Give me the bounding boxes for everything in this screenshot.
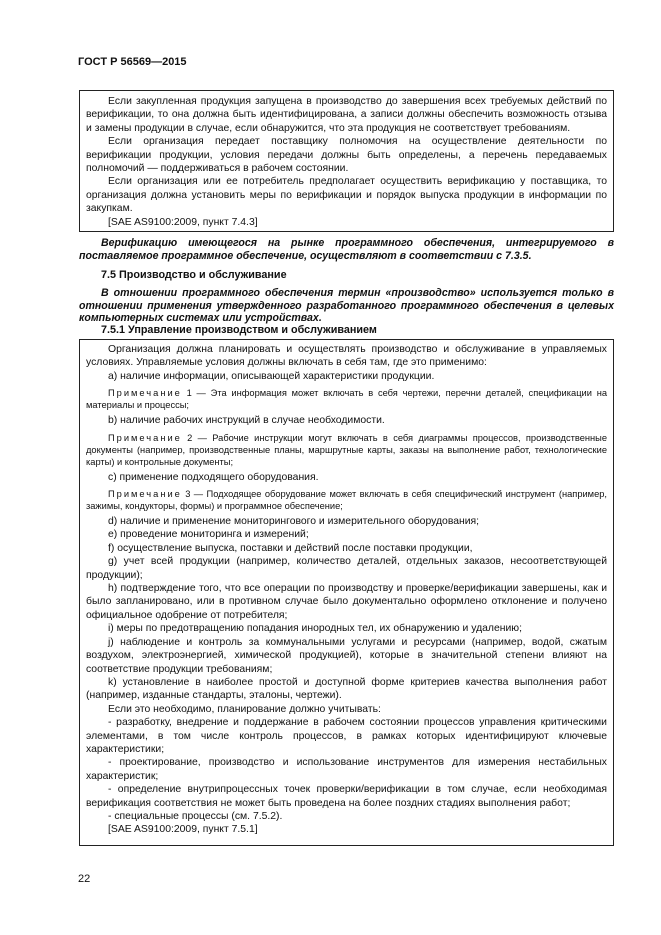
note-text: 3 — Подходящее оборудование может включать в себя специфический инструмент (например, зажимы, кондукторы, формы) и программное обеспечение; <box>86 489 607 512</box>
section-heading-7-5-1: 7.5.1 Управление производством и обслуживанием <box>101 324 377 336</box>
list-item-d: d) наличие и применение мониторингового и измерительного оборудования; <box>108 516 480 528</box>
dash-item: - проектирование, производство и использование инструментов для измерения нестабильных характеристик; <box>86 757 607 782</box>
dash-item: - специальные процессы (см. 7.5.2). <box>108 810 283 822</box>
note-text: 2 — Рабочие инструкции могут включать в себя диаграммы процессов, производственные документы (например, производственные планы, маршрутные карты, заказы на выполнение работ, технологические карты) и контрольные документы; <box>86 432 607 467</box>
list-item-j: j) наблюдение и контроль за коммунальными услугами и ресурсами (например, водой, сжатым воздухом, электроэнергией, химической продукцией), которые в значительной степени влияют на соответствие продукции требованиям; <box>86 636 607 675</box>
note-1 <box>86 387 607 411</box>
page-number: 22 <box>78 873 91 885</box>
list-item-h: h) подтверждение того, что все операции по производству и проверке/верификации завершены, как и было запланировано, или в противном случае было документально оформлено отклонение и получено официальное одобрение от потребителя; <box>86 583 607 621</box>
list-item-c: c) применение подходящего оборудования. <box>108 471 319 483</box>
list-item-f: f) осуществление выпуска, поставки и действий после поставки продукции, <box>108 542 473 554</box>
document-header: ГОСТ Р 56569—2015 <box>78 56 187 68</box>
paragraph: Если закупленная продукция запущена в производство до завершения всех требуемых действий по верификации, то она должна быть идентифицирована, а записи должны обеспечить возможность отзыва и замены продукции в случае, если обнаружится, что эта продукция не соответствует требованиям. <box>86 96 607 134</box>
quoted-requirements-box-743 <box>79 90 614 232</box>
paragraph: Организация должна планировать и осуществлять производство и обслуживание в управляемых условиях. Управляемые условия должны включать в себя там, где это применимо: <box>86 344 607 369</box>
paragraph: Если организация передает поставщику полномочия на осуществление деятельности по верификации продукции, условия передачи должны быть определены, а перечень передаваемых полномочий — поддерживаться в рабочем состоянии. <box>86 136 607 175</box>
paragraph: Если это необходимо, планирование должно учитывать: <box>108 703 381 715</box>
list-item-i: i) меры по предотвращению попадания инородных тел, их обнаружению и удалению; <box>108 623 522 635</box>
note-label: Примечание <box>108 432 182 443</box>
note-3 <box>86 488 607 512</box>
list-item-k: k) установление в наиболее простой и доступной форме критериев качества выполнения работ (например, изданные стандарты, эталоны, чертежи). <box>86 676 607 702</box>
list-item-b: b) наличие рабочих инструкций в случае необходимости. <box>108 415 385 427</box>
section-heading-7-5: 7.5 Производство и обслуживание <box>101 269 287 281</box>
dash-item: - определение внутрипроцессных точек проверки/верификации в том случае, если необходимая верификация соответствия не может быть проведена на более поздних стадиях выполнения работ; <box>86 784 607 809</box>
list-item-a: а) наличие информации, описывающей характеристики продукции. <box>108 370 435 382</box>
quoted-requirements-box-751 <box>79 339 614 846</box>
dash-item: - разработку, внедрение и поддержание в рабочем состоянии процессов управления критическими элементами, в том числе контроль процессов, в рамках которых идентифицируют ключевые характеристики; <box>86 717 607 755</box>
paragraph: Если организация или ее потребитель предполагает осуществить верификацию у поставщика, то организация должна установить меры по верификации и порядок выпуска продукции в информации по закупкам. <box>86 176 607 215</box>
reference: [SAE AS9100:2009, пункт 7.5.1] <box>108 824 258 836</box>
reference: [SAE AS9100:2009, пункт 7.4.3] <box>108 216 258 228</box>
note-label: Примечание <box>108 489 182 500</box>
note-text: 1 — Эта информация может включать в себя чертежи, перечни деталей, спецификации на материалы и процессы; <box>86 388 607 411</box>
note-label: Примечание <box>108 388 182 399</box>
list-item-g: g) учет всей продукции (например, количество деталей, отдельных заказов, несоответствующей продукции); <box>86 556 607 581</box>
italic-note-verification: Верификацию имеющегося на рынке программного обеспечения, интегрируемого в поставляемое программное обеспечение, осуществляют в соответствии с 7.3.5. <box>79 237 614 262</box>
list-item-e: е) проведение мониторинга и измерений; <box>108 529 309 541</box>
italic-note-production: В отношении программного обеспечения термин «производство» используется только в отношении применения утвержденного разработанного программного обеспечения в целевых компьютерных системах или устройствах. <box>79 287 614 324</box>
note-2 <box>86 432 607 468</box>
